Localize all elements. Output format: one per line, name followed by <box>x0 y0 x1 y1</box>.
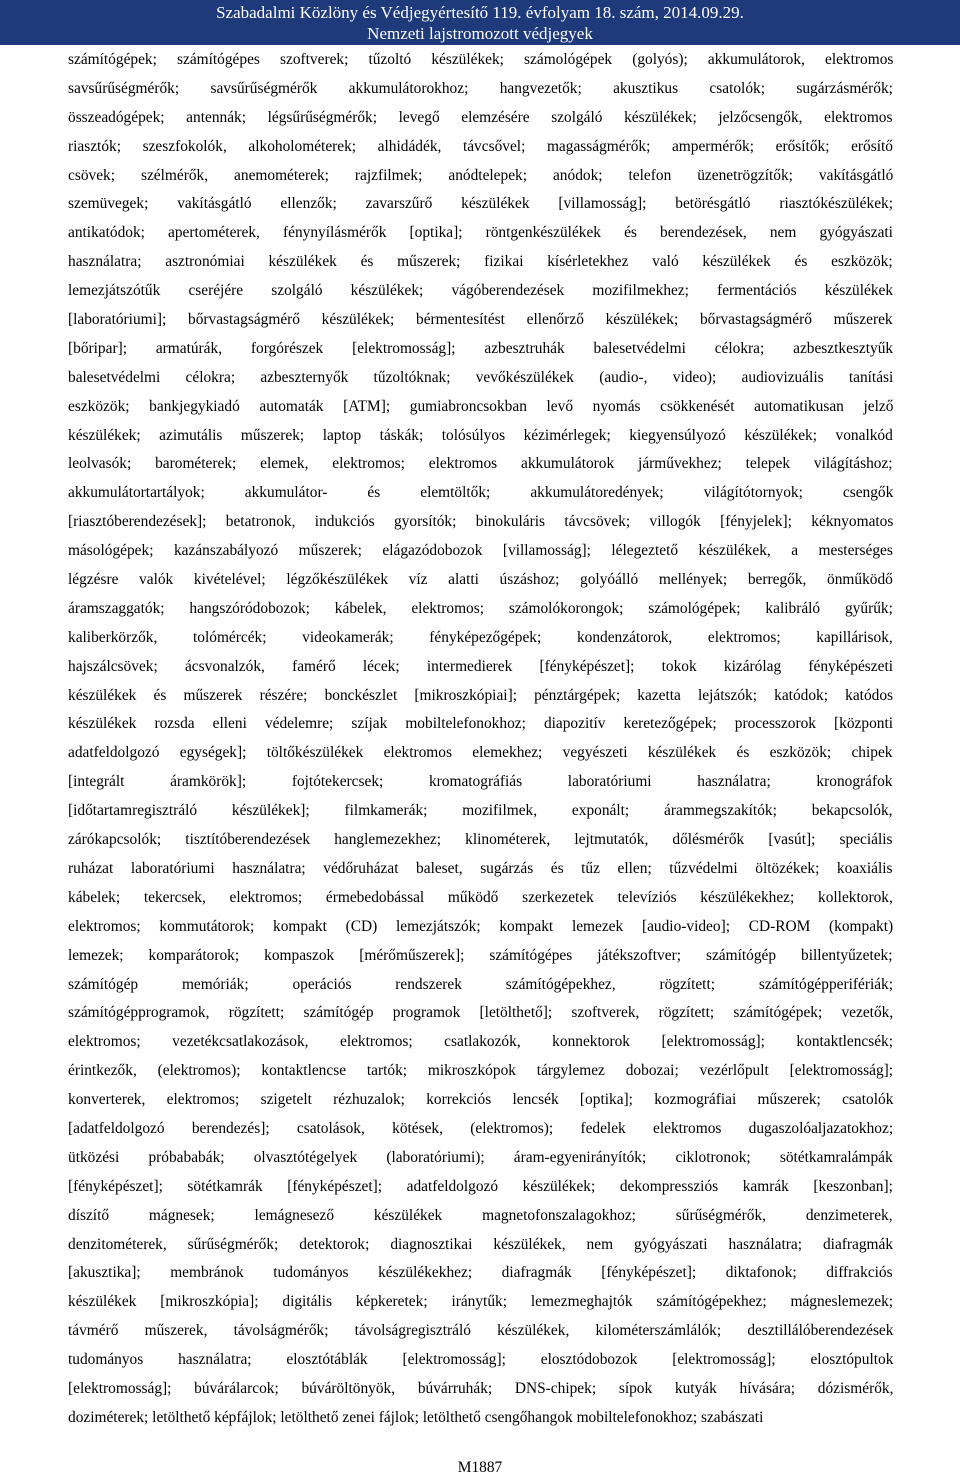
text-line: [időtartamregisztráló készülékek]; filmkamerák; mozifilmek, exponált; árammegszakítók; bekapcsolók, <box>68 802 893 820</box>
text-line: eszközök; bankjegykiadó automaták [ATM]; gumiabroncsokban levő nyomás csökkenését automatikusan jelző <box>68 397 894 415</box>
publication-header <box>0 0 960 45</box>
text-line: használatra; asztronómiai készülékek és műszerek; fizikai kísérletekhez való készülékek és eszközök; <box>68 253 893 271</box>
text-line: doziméterek; letölthető képfájlok; letölthető zenei fájlok; letölthető csengőhangok mobiltelefonokhoz; szabászati <box>68 1408 764 1426</box>
text-line: készülékek; azimutális műszerek; laptop táskák; tolósúlyos kézimérlegek; kiegyensúlyozó készülékek; vonalkód <box>68 426 893 444</box>
text-line: kábelek; tekercsek, elektromos; érmebedobással működő szerkezetek televíziós készülékekhez; kollektorok, <box>68 888 893 906</box>
goods-list-text <box>68 46 893 1433</box>
text-line: elektromos; vezetékcsatlakozások, elektromos; csatlakozók, konnektorok [elektromosság]; kontaktlencsék; <box>68 1033 894 1051</box>
text-line: [integrált áramkörök]; fojtótekercsek; kromatográfiás laboratóriumi használatra; kronográfok <box>68 773 893 791</box>
text-line: elektromos; kommutátorok; kompakt (CD) lemezjátszók; kompakt lemezek [audio-video]; CD-ROM (kompakt) <box>68 917 894 935</box>
text-line: számítógépek; számítógépes szoftverek; tűzoltó készülékek; számológépek (golyós); akkumulátorok, elektromos <box>68 51 894 68</box>
text-line: denzitométerek, sűrűségmérők; detektorok; diagnosztikai készülékek, nem gyógyászati használatra; diafragmák <box>68 1235 894 1253</box>
text-line: áramszaggatók; hangszóródobozok; kábelek, elektromos; számolókorongok; számológépek; kalibráló gyűrűk; <box>68 599 893 617</box>
text-line: másológépek; kazánszabályozó műszerek; elágazódobozok [villamosság]; lélegeztető készülékek, a mesterséges <box>68 542 893 560</box>
text-line: légzésre valók kivételével; légzőkészülékek víz alatti úszáshoz; golyóálló mellények; berregők, önműködő <box>68 571 893 589</box>
text-line: konverterek, elektromos; szigetelt rézhuzalok; korrekciós lencsék [optika]; kozmográfiai műszerek; csatolók <box>68 1091 894 1109</box>
text-line: zárókapcsolók; tisztítóberendezések hanglemezekhez; klinométerek, lejtmutatók, dőlésmérők [vasút]; speciális <box>68 831 893 849</box>
text-line: riasztók; szeszfokolók, alkoholométerek; alhidádék, távcsővel; magasságmérők; ampermérők; erősítők; erősítő <box>68 137 893 155</box>
text-line: akkumulátortartályok; akkumulátor- és elemtöltők; akkumulátoredények; világítótornyok; csengők <box>68 484 894 502</box>
text-line: adatfeldolgozó egységek]; töltőkészülékek elektromos elemekhez; vegyészeti készülékek és eszközök; chipek <box>68 744 893 762</box>
text-line: [bőripar]; armatúrák, forgórészek [elektromosság]; azbesztruhák balesetvédelmi célokra; azbesztkesztyűk <box>68 339 894 357</box>
text-line: készülékek és műszerek részére; bonckészlet [mikroszkópiai]; pénztárgépek; kazetta lejátszók; katódok; katódos <box>68 686 894 704</box>
text-line: [adatfeldolgozó berendezés]; csatolások, kötések, (elektromos); fedelek elektromos dugaszolóaljazatokhoz; <box>68 1119 894 1137</box>
text-line: [fényképészet]; sötétkamrák [fényképészet]; adatfeldolgozó készülékek; dekompressziós kamrák [keszonban]; <box>68 1177 893 1195</box>
text-line: kaliberkörzők, tolómércék; videokamerák; fényképezőgépek; kondenzátorok, elektromos; kapillárisok, <box>68 628 893 646</box>
text-line: lemezek; komparátorok; kompaszok [mérőműszerek]; számítógépes játékszoftver; számítógép billentyűzetek; <box>68 946 893 964</box>
text-line: számítógép memóriák; operációs rendszerek számítógépekhez, rögzített; számítógépperifériák; <box>68 975 894 993</box>
section-title: Nemzeti lajstromozott védjegyek <box>367 24 593 43</box>
text-line: távmérő műszerek, távolságmérők; távolságregisztráló készülékek, kilométerszámlálók; desztillálóberendezések <box>68 1322 894 1340</box>
text-line: összeadógépek; antennák; légsűrűségmérők; levegő elemzésére szolgáló készülékek; jelzőcsengők, elektromos <box>68 108 893 126</box>
text-line: ruházat laboratóriumi használatra; védőruházat baleset, sugárzás és tűz ellen; tűzvédelmi öltözékek; koaxiális <box>68 859 893 877</box>
text-line: antikatódok; apertométerek, fénynyílásmérők [optika]; röntgenkészülékek és berendezések, nem gyógyászati <box>68 224 893 242</box>
text-line: [akusztika]; membránok tudományos készülékekhez; diafragmák [fényképészet]; diktafonok; diffrakciós <box>68 1264 893 1282</box>
text-line: [laboratóriumi]; bőrvastagságmérő készülékek; bérmentesítést ellenőrző készülékek; bőrvastagságmérő műszerek <box>68 311 893 329</box>
text-line: savsűrűségmérők; savsűrűségmérők akkumulátorokhoz; hangvezetők; akusztikus csatolók; sugárzásmérők; <box>68 79 893 97</box>
text-line: díszítő mágnesek; lemágnesező készülékek magnetofonszalagokhoz; sűrűségmérők, denzimeterek, <box>68 1206 893 1224</box>
page-number: M1887 <box>457 1459 503 1476</box>
text-line: szemüvegek; vakításgátló ellenzők; zavarszűrő készülékek [villamosság]; betörésgátló riasztókészülékek; <box>68 195 894 213</box>
text-line: ütközési próbababák; olvasztótégelyek (laboratóriumi); áram-egyenirányítók; ciklotronok; sötétkamralámpák <box>68 1148 893 1166</box>
text-line: érintkezők, (elektromos); kontaktlencse tartók; mikroszkópok tárgylemez dobozai; vezérlőpult [elektromosság]; <box>68 1062 894 1080</box>
text-line: készülékek [mikroszkópia]; digitális képkeretek; iránytűk; lemezmeghajtók számítógépekhez; mágneslemezek; <box>68 1293 894 1311</box>
text-line: [riasztóberendezések]; betatronok, indukciós gyorsítók; binokuláris távcsövek; villogók [fényjelek]; kéknyomatos <box>68 513 894 531</box>
text-line: számítógépprogramok, rögzített; számítógép programok [letölthető]; szoftverek, rögzített; számítógépek; vezetők, <box>68 1004 894 1022</box>
text-line: hajszálcsövek; ácsvonalzók, famérő lécek; intermedierek [fényképészet]; tokok kizárólag fényképészeti <box>68 657 893 675</box>
text-line: balesetvédelmi célokra; azbeszternyők tűzoltóknak; vevőkészülékek (audio-, video); audiovizuális tanítási <box>68 368 894 386</box>
text-line: tudományos használatra; elosztótáblák [elektromosság]; elosztódobozok [elektromosság]; elosztópultok <box>68 1351 894 1369</box>
publication-title: Szabadalmi Közlöny és Védjegyértesítő 119. évfolyam 18. szám, 2014.09.29. <box>216 3 744 22</box>
text-line: [elektromosság]; búvárálarcok; búváröltönyök, búvárruhák; DNS-chipek; sípok kutyák hívására; dózismérők, <box>68 1379 894 1397</box>
text-line: leolvasók; barométerek; elemek, elektromos; elektromos akkumulátorok járművekhez; telepek világításhoz; <box>68 455 893 473</box>
text-line: csövek; szélmérők, anemométerek; rajzfilmek; anódtelepek; anódok; telefon üzenetrögzítők; vakításgátló <box>68 166 894 184</box>
text-line: lemezjátszótűk cseréjére szolgáló készülékek; vágóberendezések mozifilmekhez; fermentációs készülékek <box>68 282 894 300</box>
text-line: készülékek rozsda elleni védelemre; szíjak mobiltelefonokhoz; diapozitív keretezőgépek; processzorok [központi <box>68 715 894 733</box>
